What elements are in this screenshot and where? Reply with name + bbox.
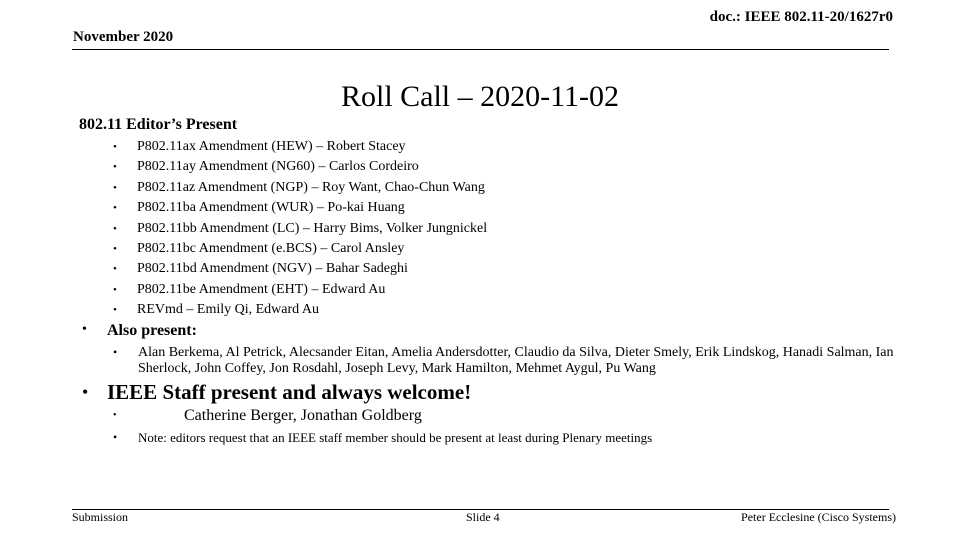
staff-note: Note: editors request that an IEEE staff member should be present at least during Plenary meetings bbox=[138, 430, 653, 445]
editors-heading: 802.11 Editor’s Present bbox=[79, 116, 238, 133]
also-present-heading: Also present: bbox=[107, 322, 197, 339]
bullet-icon: • bbox=[113, 283, 117, 296]
footer-slide-number: Slide 4 bbox=[466, 510, 500, 524]
editors-list bbox=[113, 137, 487, 321]
bullet-icon: • bbox=[113, 304, 117, 317]
list-item bbox=[113, 259, 487, 279]
list-item bbox=[113, 137, 487, 157]
document-id: doc.: IEEE 802.11-20/1627r0 bbox=[709, 9, 893, 25]
bullet-icon: • bbox=[113, 242, 117, 255]
editor-entry: P802.11bb Amendment (LC) – Harry Bims, Volker Jungnickel bbox=[137, 220, 488, 236]
editor-entry: P802.11ax Amendment (HEW) – Robert Stacey bbox=[137, 139, 406, 154]
editor-entry: P802.11bc Amendment (e.BCS) – Carol Ansley bbox=[137, 240, 405, 256]
bullet-icon: • bbox=[113, 430, 118, 444]
slide-title: Roll Call – 2020-11-02 bbox=[340, 80, 620, 113]
editor-entry: P802.11ba Amendment (WUR) – Po-kai Huang bbox=[137, 200, 405, 216]
staff-names: Catherine Berger, Jonathan Goldberg bbox=[184, 407, 422, 424]
bullet-icon: • bbox=[113, 181, 117, 194]
bullet-icon: • bbox=[113, 222, 117, 235]
editor-entry: REVmd – Emily Qi, Edward Au bbox=[137, 302, 319, 318]
document-date: November 2020 bbox=[73, 29, 174, 45]
header-divider bbox=[72, 49, 889, 50]
attendees-list: Alan Berkema, Al Petrick, Alecsander Eitan, Amelia Andersdotter, Claudio da Silva, Dieter Smely, Erik Lindskog, Hanadi Salman, Ian Sherlock, John Coffey, Jon Rosdahl, Joseph Levy, Mark Hamilton, Mehmet Aygul, Pu Wang bbox=[138, 345, 894, 376]
editor-entry: P802.11bd Amendment (NGV) – Bahar Sadeghi bbox=[137, 261, 408, 277]
list-item bbox=[113, 219, 487, 239]
list-item bbox=[113, 157, 487, 177]
list-item bbox=[113, 300, 487, 320]
bullet-icon: • bbox=[82, 322, 87, 337]
list-item bbox=[113, 280, 487, 300]
bullet-icon: • bbox=[113, 410, 117, 421]
editor-entry: P802.11be Amendment (EHT) – Edward Au bbox=[137, 281, 386, 297]
editor-entry: P802.11ay Amendment (NG60) – Carlos Cordeiro bbox=[137, 159, 419, 175]
bullet-icon: • bbox=[113, 263, 117, 276]
footer-author: Peter Ecclesine (Cisco Systems) bbox=[741, 510, 896, 524]
bullet-icon: • bbox=[113, 345, 118, 359]
list-item bbox=[113, 239, 487, 259]
list-item bbox=[113, 198, 487, 218]
list-item bbox=[113, 178, 487, 198]
bullet-icon: • bbox=[113, 141, 117, 153]
editor-entry: P802.11az Amendment (NGP) – Roy Want, Chao-Chun Wang bbox=[137, 179, 485, 195]
bullet-icon: • bbox=[113, 161, 117, 174]
staff-heading: IEEE Staff present and always welcome! bbox=[107, 380, 472, 404]
bullet-icon: • bbox=[113, 202, 117, 215]
footer-submission: Submission bbox=[72, 510, 129, 524]
bullet-icon: • bbox=[82, 382, 89, 402]
